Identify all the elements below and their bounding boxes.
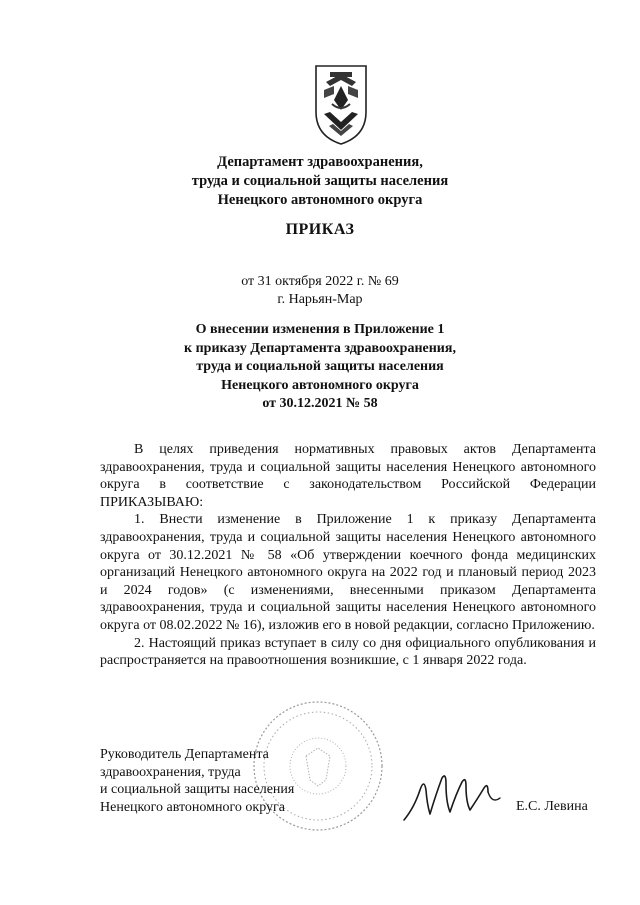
department-line: Департамент здравоохранения, <box>217 154 423 170</box>
position-line: здравоохранения, труда <box>100 764 241 780</box>
subject-line: Ненецкого автономного округа <box>221 377 419 393</box>
city: г. Нарьян-Мар <box>277 292 363 307</box>
body-paragraph: В целях приведения нормативных правовых актов Департамента здравоохранения, труда и социальной защиты населения Ненецкого автономного округа в соответствие с законодательством Российской Федерации ПРИКАЗЫВАЮ: <box>100 442 596 510</box>
subject-line: труда и социальной защиты населения <box>196 359 444 374</box>
signer-name: Е.С. Левина <box>516 799 588 814</box>
signature-position <box>100 746 294 816</box>
subject-line: к приказу Департамента здравоохранения, <box>184 340 456 356</box>
position-line: и социальной защиты населения <box>100 782 295 798</box>
subject-line: О внесении изменения в Приложение 1 <box>195 322 445 337</box>
position-line: Руководитель Департамента <box>100 747 269 762</box>
position-line: Ненецкого автономного округа <box>100 799 285 815</box>
document-subject <box>0 321 640 414</box>
department-line: труда и социальной защиты населения <box>191 173 449 189</box>
date-number: от 31 октября 2022 г. № 69 <box>241 274 399 289</box>
department-name <box>0 153 640 210</box>
document-type: ПРИКАЗ <box>285 221 355 238</box>
handwritten-signature-icon <box>400 768 508 828</box>
body-paragraph: 2. Настоящий приказ вступает в силу со дня официального опубликования и распространяется на правоотношения возникшие, с 1 января 2022 года. <box>100 635 596 669</box>
subject-line: от 30.12.2021 № 58 <box>262 396 378 411</box>
document-body <box>100 441 596 670</box>
body-paragraph: 1. Внести изменение в Приложение 1 к приказу Департамента здравоохранения, труда и социальной защиты населения Ненецкого автономного округа от 30.12.2021 № 58 «Об утверждении коечного фонда медицинских организаций Ненецкого автономного округа на 2022 год и плановый период 2023 и 2024 годов» (с изменениями, внесенными приказом Департамента здравоохранения, труда и социальной защиты населения Ненецкого автономного округа от 08.02.2022 № 16), изложив его в новой редакции, согласно Приложению. <box>100 512 596 633</box>
document-meta <box>0 273 640 309</box>
coat-of-arms-icon <box>312 60 370 148</box>
department-line: Ненецкого автономного округа <box>217 192 423 208</box>
